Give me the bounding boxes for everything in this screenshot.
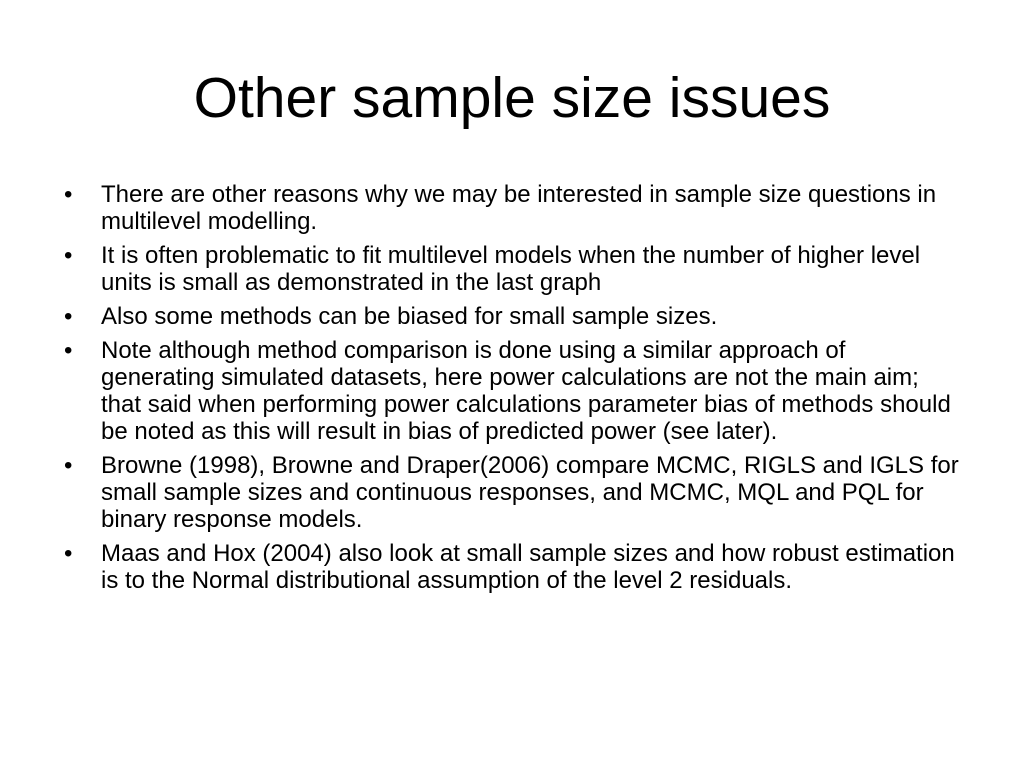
bullet-item bbox=[64, 452, 964, 533]
bullet-item bbox=[64, 337, 964, 445]
bullet-marker: • bbox=[64, 540, 73, 567]
bullet-text: Note although method comparison is done using a similar approach of generating simulated datasets, here power calculations are not the main aim; that said when performing power calculations parameter bias of methods should be noted as this will result in bias of predicted power (see later). bbox=[101, 337, 951, 445]
bullet-text: Maas and Hox (2004) also look at small sample sizes and how robust estimation is to the Normal distributional assumption of the level 2 residuals. bbox=[101, 540, 955, 594]
bullet-marker: • bbox=[64, 181, 73, 208]
bullet-text: Also some methods can be biased for small sample sizes. bbox=[101, 303, 718, 330]
bullet-marker: • bbox=[64, 242, 73, 269]
bullet-text: It is often problematic to fit multilevel models when the number of higher level units is small as demonstrated in the last graph bbox=[101, 242, 921, 296]
bullet-item bbox=[64, 540, 964, 594]
bullet-marker: • bbox=[64, 452, 73, 479]
bullet-item bbox=[64, 181, 964, 235]
bullet-text: There are other reasons why we may be interested in sample size questions in multilevel modelling. bbox=[101, 181, 937, 235]
bullet-marker: • bbox=[64, 337, 73, 364]
bullet-list bbox=[64, 181, 964, 601]
slide-title: Other sample size issues bbox=[193, 66, 831, 130]
bullet-item bbox=[64, 242, 964, 296]
bullet-marker: • bbox=[64, 303, 73, 330]
bullet-text: Browne (1998), Browne and Draper(2006) compare MCMC, RIGLS and IGLS for small sample sizes and continuous responses, and MCMC, MQL and PQL for binary response models. bbox=[101, 452, 959, 533]
bullet-item bbox=[64, 303, 964, 330]
